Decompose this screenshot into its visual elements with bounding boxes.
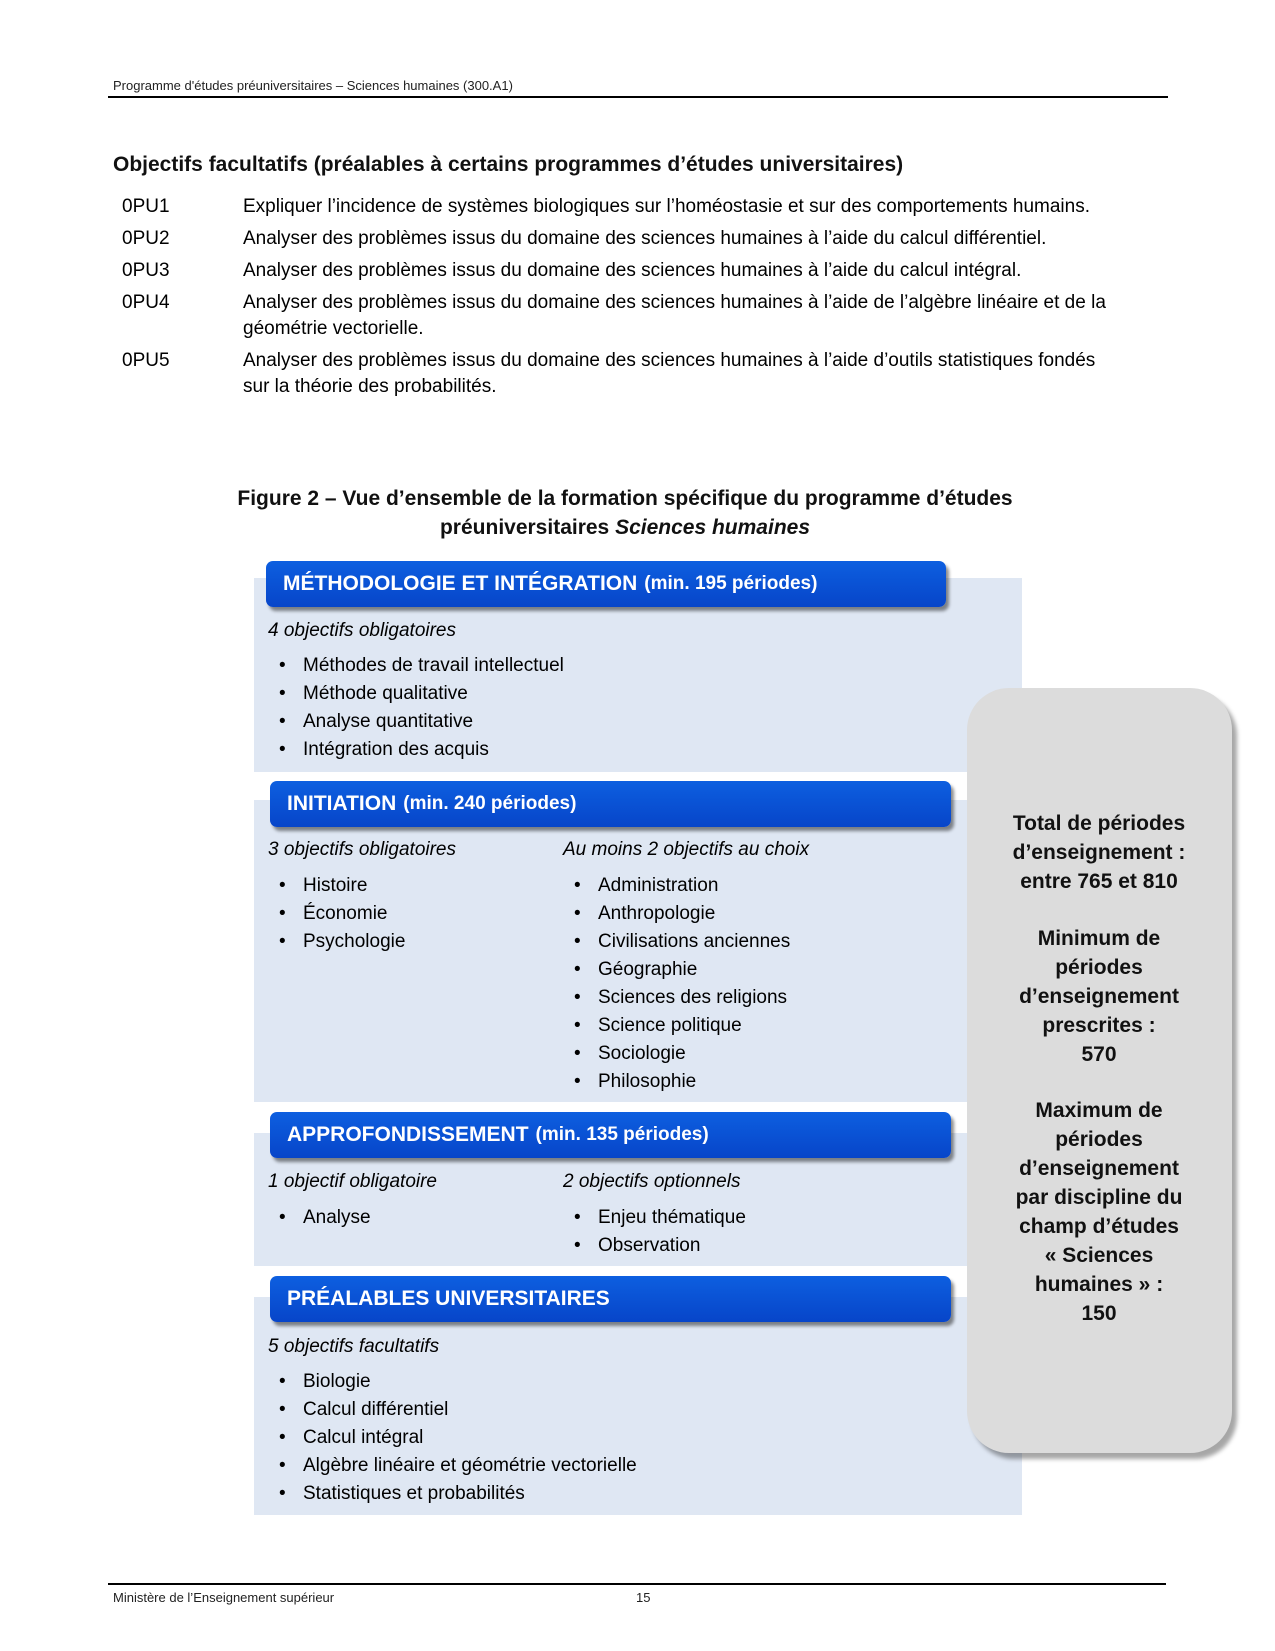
list-item: • Analyse quantitative xyxy=(266,708,564,736)
list-item: • Civilisations anciennes xyxy=(561,928,790,956)
prealables-banner xyxy=(270,1276,951,1322)
minimum-periods-line: Minimum de xyxy=(1037,927,1161,950)
maximum-periods-line: périodes xyxy=(1055,1128,1143,1151)
list-item: • Anthropologie xyxy=(561,900,790,928)
period-summary-box xyxy=(967,688,1232,1453)
approfondissement-title: APPROFONDISSEMENT xyxy=(287,1123,529,1146)
minimum-periods-line: prescrites : xyxy=(1042,1014,1156,1037)
maximum-periods-line: 150 xyxy=(1081,1302,1117,1325)
objective-code: 0PU5 xyxy=(122,350,170,371)
objective-row xyxy=(122,258,1122,284)
optional-objectives-title: Objectifs facultatifs (préalables à certains programmes d’études universitaires) xyxy=(113,153,904,176)
approfondissement-subheading-right: 2 objectifs optionnels xyxy=(563,1171,741,1192)
prealables-subheading: 5 objectifs facultatifs xyxy=(268,1336,440,1357)
maximum-periods-line: champ d’études xyxy=(1019,1215,1179,1238)
approfondissement-right-list xyxy=(561,1204,746,1260)
total-periods-line: entre 765 et 810 xyxy=(1020,870,1178,893)
list-item: • Science politique xyxy=(561,1012,790,1040)
objective-code: 0PU1 xyxy=(122,196,170,217)
total-periods xyxy=(975,809,1223,896)
methodologie-banner xyxy=(266,561,946,607)
minimum-periods-line: périodes xyxy=(1055,956,1143,979)
methodologie-periods: (min. 195 périodes) xyxy=(644,573,818,594)
total-periods-line: d’enseignement : xyxy=(1012,841,1186,864)
prealables-title: PRÉALABLES UNIVERSITAIRES xyxy=(287,1287,610,1310)
list-item: • Calcul différentiel xyxy=(266,1396,637,1424)
list-item: • Intégration des acquis xyxy=(266,736,564,764)
objective-code: 0PU4 xyxy=(122,292,170,313)
list-item: • Observation xyxy=(561,1232,746,1260)
objective-row xyxy=(122,194,1122,220)
list-item: • Algèbre linéaire et géométrie vectorielle xyxy=(266,1452,637,1480)
list-item: • Analyse xyxy=(266,1204,371,1232)
minimum-periods-line: 570 xyxy=(1081,1043,1117,1066)
initiation-left-list xyxy=(266,872,405,956)
maximum-periods-line: d’enseignement xyxy=(1019,1157,1179,1180)
initiation-periods: (min. 240 périodes) xyxy=(403,793,577,814)
list-item: • Philosophie xyxy=(561,1068,790,1096)
maximum-periods-line: Maximum de xyxy=(1035,1099,1163,1122)
objective-row xyxy=(122,226,1122,252)
objective-code: 0PU3 xyxy=(122,260,170,281)
objective-row xyxy=(122,348,1122,400)
objective-text: Analyser des problèmes issus du domaine des sciences humaines à l’aide d’outils statistiques fondés sur la théorie des probabilités. xyxy=(243,350,1096,397)
figure-title-line2-a: préuniversitaires xyxy=(439,516,616,539)
objective-code: 0PU2 xyxy=(122,228,170,249)
initiation-title: INITIATION xyxy=(287,792,397,815)
objective-text: Expliquer l’incidence de systèmes biologiques sur l’homéostasie et sur des comportements humains. xyxy=(243,196,1090,217)
list-item: • Calcul intégral xyxy=(266,1424,637,1452)
optional-objectives-list xyxy=(122,194,1122,406)
initiation-banner xyxy=(270,781,951,827)
initiation-subheading-right: Au moins 2 objectifs au choix xyxy=(563,839,810,860)
objective-row xyxy=(122,290,1122,342)
header-rule xyxy=(108,96,1168,98)
approfondissement-left-list xyxy=(266,1204,371,1232)
list-item: • Sciences des religions xyxy=(561,984,790,1012)
maximum-periods-line: humaines » : xyxy=(1034,1273,1164,1296)
page-header: Programme d'études préuniversitaires – Sciences humaines (300.A1) xyxy=(113,78,513,93)
approfondissement-subheading-left: 1 objectif obligatoire xyxy=(268,1171,437,1192)
footer-rule xyxy=(108,1583,1166,1585)
list-item: • Géographie xyxy=(561,956,790,984)
initiation-right-list xyxy=(561,872,790,1096)
maximum-periods-line: par discipline du xyxy=(1015,1186,1183,1209)
page-number: 15 xyxy=(636,1590,651,1605)
maximum-periods xyxy=(975,1096,1223,1328)
figure-title-line2 xyxy=(150,513,1100,542)
list-item: • Méthodes de travail intellectuel xyxy=(266,652,564,680)
figure-title-line1: Figure 2 – Vue d’ensemble de la formation spécifique du programme d’études xyxy=(237,487,1013,510)
list-item: • Statistiques et probabilités xyxy=(266,1480,637,1508)
minimum-periods-line: d’enseignement xyxy=(1019,985,1179,1008)
list-item: • Sociologie xyxy=(561,1040,790,1068)
objective-text: Analyser des problèmes issus du domaine des sciences humaines à l’aide du calcul intégral. xyxy=(243,260,1022,281)
total-periods-line: Total de périodes xyxy=(1012,812,1186,835)
minimum-periods xyxy=(975,924,1223,1069)
list-item: • Méthode qualitative xyxy=(266,680,564,708)
approfondissement-periods: (min. 135 périodes) xyxy=(535,1124,709,1145)
list-item: • Économie xyxy=(266,900,405,928)
list-item: • Psychologie xyxy=(266,928,405,956)
list-item: • Administration xyxy=(561,872,790,900)
list-item: • Histoire xyxy=(266,872,405,900)
list-item: • Biologie xyxy=(266,1368,637,1396)
methodologie-subheading: 4 objectifs obligatoires xyxy=(268,620,456,641)
methodologie-list xyxy=(266,652,564,764)
initiation-subheading-left: 3 objectifs obligatoires xyxy=(268,839,456,860)
objective-text: Analyser des problèmes issus du domaine des sciences humaines à l’aide du calcul différentiel. xyxy=(243,228,1047,249)
methodologie-title: MÉTHODOLOGIE ET INTÉGRATION xyxy=(283,572,638,595)
list-item: • Enjeu thématique xyxy=(561,1204,746,1232)
figure-title xyxy=(150,484,1100,542)
maximum-periods-line: « Sciences xyxy=(1044,1244,1154,1267)
figure-title-line2-b: Sciences humaines xyxy=(615,516,811,539)
objective-text: Analyser des problèmes issus du domaine des sciences humaines à l’aide de l’algèbre linéaire et de la géométrie vectorielle. xyxy=(243,292,1106,339)
approfondissement-banner xyxy=(270,1112,951,1158)
prealables-list xyxy=(266,1368,637,1508)
footer-ministry: Ministère de l’Enseignement supérieur xyxy=(113,1590,335,1605)
